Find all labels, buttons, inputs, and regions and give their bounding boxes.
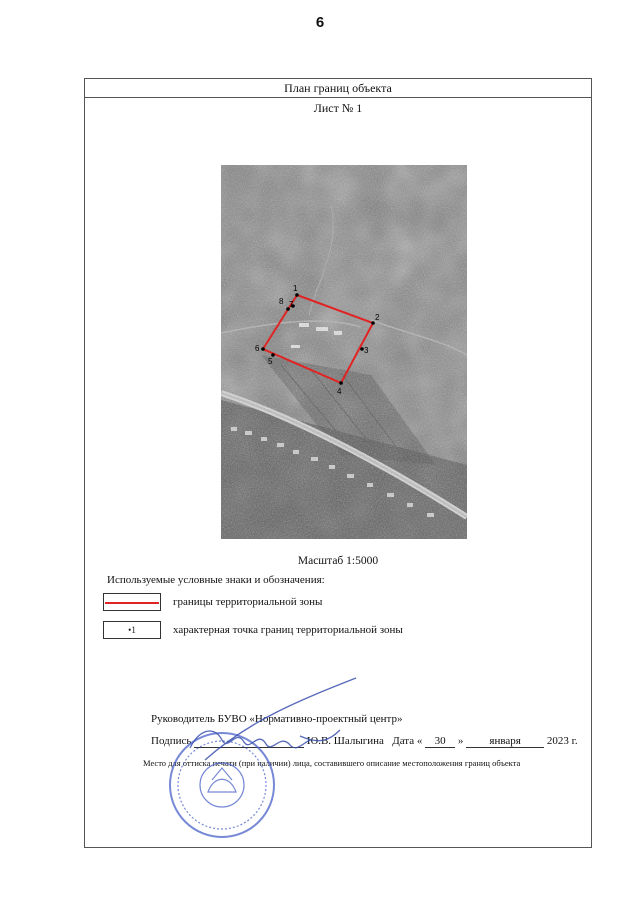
signer-name: Ю.В. Шалыгина: [306, 735, 384, 747]
scale-label: Масштаб 1:5000: [297, 555, 379, 567]
point-label-5: 5: [268, 357, 273, 366]
organization-head-line: Руководитель БУВО «Нормативно-проектный центр»: [151, 713, 403, 725]
date-day: 30: [425, 735, 455, 748]
date-month: января: [466, 735, 544, 748]
point-label-4: 4: [337, 387, 342, 396]
page-number: 6: [315, 14, 325, 31]
point-symbol: •1: [128, 625, 136, 635]
sheet-label: Лист № 1: [313, 101, 363, 115]
date-label: Дата «: [392, 735, 423, 747]
boundary-point-marker: [261, 347, 265, 351]
boundary-point-marker: [295, 293, 299, 297]
point-label-7: 7: [289, 300, 294, 309]
boundary-point-marker: [339, 381, 343, 385]
date-year: 2023 г.: [546, 735, 578, 747]
stamp-note: Место для оттиска печати (при наличии) лица, составившего описание местоположения границ объекта: [143, 758, 521, 768]
legend-point-symbol: [103, 621, 161, 639]
satellite-image: [221, 165, 467, 539]
signature-field: [194, 735, 304, 748]
point-label-1: 1: [293, 284, 298, 293]
red-line-symbol: [105, 602, 159, 604]
point-label-6: 6: [255, 344, 260, 353]
plan-title: План границ объекта: [85, 79, 591, 98]
point-label-2: 2: [375, 313, 380, 322]
legend-boundary-text: границы территориальной зоны: [173, 596, 323, 608]
legend-point-text: характерная точка границ территориальной зоны: [173, 624, 403, 636]
signature-line: [151, 735, 578, 748]
legend-boundary-symbol: [103, 593, 161, 611]
legend-title: Используемые условные знаки и обозначения:: [107, 574, 325, 586]
point-label-8: 8: [279, 297, 284, 306]
point-label-3: 3: [364, 346, 369, 355]
signature-label: Подпись: [151, 735, 192, 747]
plan-frame: [84, 78, 592, 848]
date-mid: »: [457, 735, 464, 747]
